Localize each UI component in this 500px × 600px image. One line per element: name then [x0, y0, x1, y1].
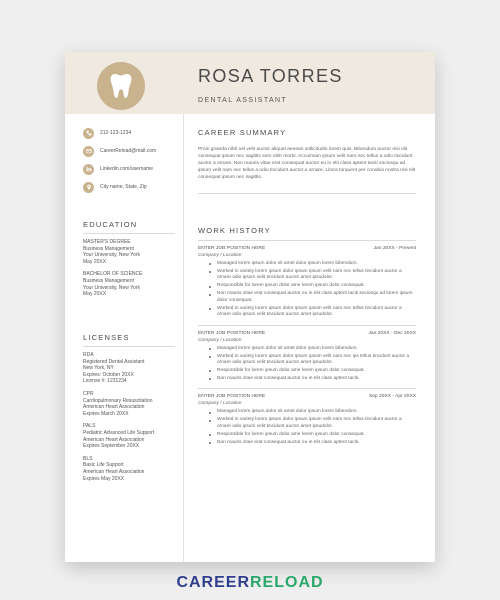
- job-bullets: [198, 346, 416, 383]
- section-rule: [83, 233, 175, 234]
- license-entry: [83, 391, 175, 417]
- entry-line: Expires March 20XX: [83, 410, 129, 417]
- tooth-icon: [110, 73, 132, 99]
- section-rule: [83, 346, 175, 347]
- contact-text: CareerReload@mail.com: [100, 148, 157, 154]
- job-position: ENTER JOB POSITION HERE: [198, 394, 266, 400]
- column-divider: [183, 114, 184, 562]
- job-dates: Jan 20XX - Dec 20XX: [368, 330, 416, 336]
- job-position: ENTER JOB POSITION HERE: [198, 330, 266, 336]
- entry-line: May 20XX: [83, 258, 107, 265]
- bullet-item: Responsible for lorem ipsum dolor ame lorem ipsum dolor consequat.: [217, 432, 416, 438]
- phone-icon: [83, 128, 94, 139]
- entry-line: Pediatric Advanced Life Support: [83, 429, 155, 436]
- job-company: Company / Location: [198, 337, 242, 343]
- education-entry: [83, 239, 175, 265]
- job-company: Company / Location: [198, 401, 242, 407]
- location-icon: [83, 182, 94, 193]
- job-entry: [198, 331, 416, 390]
- bullet-item: Worked in variety lorem ipsum dolor ipsum ipsum velit nam nec tellus tincidunt auctor a ornare odio ipsum velit tincidunt auctor amet ipsudolor.: [217, 269, 416, 282]
- licenses-section: [83, 333, 175, 482]
- entry-line: May 20XX: [83, 291, 107, 298]
- job-entry: [198, 394, 416, 446]
- summary-section: [198, 128, 416, 194]
- tooth-logo: [97, 62, 145, 110]
- bullet-item: Managed lorem ipsum dolor sit amet dolor ipsum lorem bibendum.: [217, 261, 416, 267]
- job-dates: Jan 20XX - Present: [373, 246, 416, 251]
- entry-line: BACHELOR OF SCIENCE: [83, 271, 143, 278]
- brand-logo: [0, 574, 500, 592]
- job-bullets: [198, 261, 416, 319]
- entry-line: BLS: [83, 455, 93, 462]
- section-rule: [198, 193, 416, 194]
- contact-phone: [83, 126, 175, 140]
- summary-heading: CAREER SUMMARY: [198, 128, 287, 137]
- entry-line: American Heart Association: [83, 468, 145, 475]
- contact-text: Linkedin.com/username: [100, 166, 154, 172]
- job-position: ENTER JOB POSITION HERE: [198, 246, 266, 251]
- entry-line: License #: 1231234: [83, 378, 127, 385]
- bullet-item: Non mauris vitae erat consequat auctor eu in elit class aptent taciti.: [217, 376, 416, 382]
- bullet-item: Responsible for lorem ipsum dolor ame lorem ipsum dolor consequat.: [217, 368, 416, 374]
- entry-line: American Heart Association: [83, 404, 145, 411]
- entry-line: RDA: [83, 352, 94, 358]
- job-rule: [198, 325, 416, 326]
- entry-line: American Heart Association: [83, 436, 145, 443]
- license-entry: [83, 423, 175, 449]
- entry-line: Business Management: [83, 277, 134, 284]
- job-entry: [198, 246, 416, 326]
- summary-text: Proin gravida nibh vel velit auctor aliquet aenean sollicitudin lorem quis. Bibendum auctor nisi elit consequat ipsum nec sagittis sem nibh morbi. Accumsan ipsum velit nam nec tellus a odio tincidunt auctor a ornare. Non mauris vitae erat consequat auctor eu in elit class aptent taciti sociosqu ad ipsum velit nam nec tellus a odio tincidunt auctor a ornare. Litora torquent per conubia nostra nisi elit consequat ipsum nec sagittis.: [198, 147, 416, 180]
- education-heading: EDUCATION: [83, 220, 138, 229]
- entry-line: New York, NY: [83, 365, 114, 372]
- contact-email: [83, 144, 175, 158]
- bullet-item: Managed lorem ipsum dolor sit amet dolor ipsum lorem bibendum.: [217, 409, 416, 415]
- entry-line: MASTER'S DEGREE: [83, 239, 131, 245]
- bullet-item: Worked in variety lorem ipsum dolor ipsum ipsum velit nam nec ips tellus tincidunt auctor a ornare odio ipsum velit tincidunt auctor amet ipsudolor.: [217, 354, 416, 367]
- bullet-item: Non mauris vitae erat consequat auctor eu in elit class aptent taciti sociosqu ad lorem ipsum dolor consequat.: [217, 291, 416, 304]
- entry-line: Cardiopulmonary Resuscitation: [83, 397, 153, 404]
- license-entry: [83, 456, 175, 482]
- work-heading: WORK HISTORY: [198, 226, 271, 235]
- email-icon: [83, 146, 94, 157]
- education-entry: [83, 271, 175, 297]
- entry-line: Expires September 20XX: [83, 443, 140, 450]
- contact-linkedin: [83, 162, 175, 176]
- contact-text: 212-123-1234: [100, 130, 132, 136]
- entry-line: Registered Dental Assistant: [83, 358, 145, 365]
- entry-line: CPR: [83, 390, 94, 397]
- work-section: [198, 226, 416, 448]
- bullet-item: Worked in variety lorem ipsum dolor ipsum ipsum velit nam nec tellus tincidunt auctor a ornare odio ipsum velit tincidunt auctor amet ipsudolor.: [217, 306, 416, 319]
- entry-line: Your University, New York: [83, 284, 140, 291]
- entry-line: Expires May 20XX: [83, 475, 125, 482]
- brand-part-career: CAREER: [176, 574, 250, 591]
- job-company: Company / Location: [198, 253, 242, 258]
- entry-line: Expires: October 20XX: [83, 371, 134, 378]
- bullet-item: Non mauris vitae erat consequat auctor eu in elit class aptent taciti.: [217, 440, 416, 446]
- bullet-item: Responsible for lorem ipsum dolor ame lorem ipsum dolor consequat.: [217, 283, 416, 289]
- education-section: [83, 220, 175, 298]
- bullet-item: Managed lorem ipsum dolor sit amet dolor ipsum lorem bibendum.: [217, 346, 416, 352]
- entry-line: PALS: [83, 423, 96, 430]
- section-rule: [198, 240, 416, 241]
- contact-text: City name, State, Zip: [100, 184, 147, 190]
- entry-line: Business Management: [83, 245, 134, 252]
- job-bullets: [198, 409, 416, 446]
- licenses-heading: LICENSES: [83, 333, 130, 342]
- resume-sheet: [65, 52, 435, 562]
- entry-line: Your University, New York: [83, 252, 140, 259]
- contact-location: [83, 180, 175, 194]
- bullet-item: Worked in variety lorem ipsum dolor ipsum ipsum velit nam nec tellus tincidunt auctor a ornare odio ipsum velit tincidunt auctor amet ipsudolor.: [217, 417, 416, 430]
- job-rule: [198, 388, 416, 389]
- job-dates: Sep 20XX - Apr 20XX: [368, 394, 416, 400]
- brand-part-reload: RELOAD: [250, 574, 324, 591]
- contact-list: [83, 126, 175, 198]
- linkedin-icon: [83, 164, 94, 175]
- candidate-title: DENTAL ASSISTANT: [198, 97, 288, 104]
- entry-line: Basic Life Support: [83, 462, 124, 469]
- candidate-name: ROSA TORRES: [198, 66, 343, 86]
- license-entry: [83, 352, 175, 385]
